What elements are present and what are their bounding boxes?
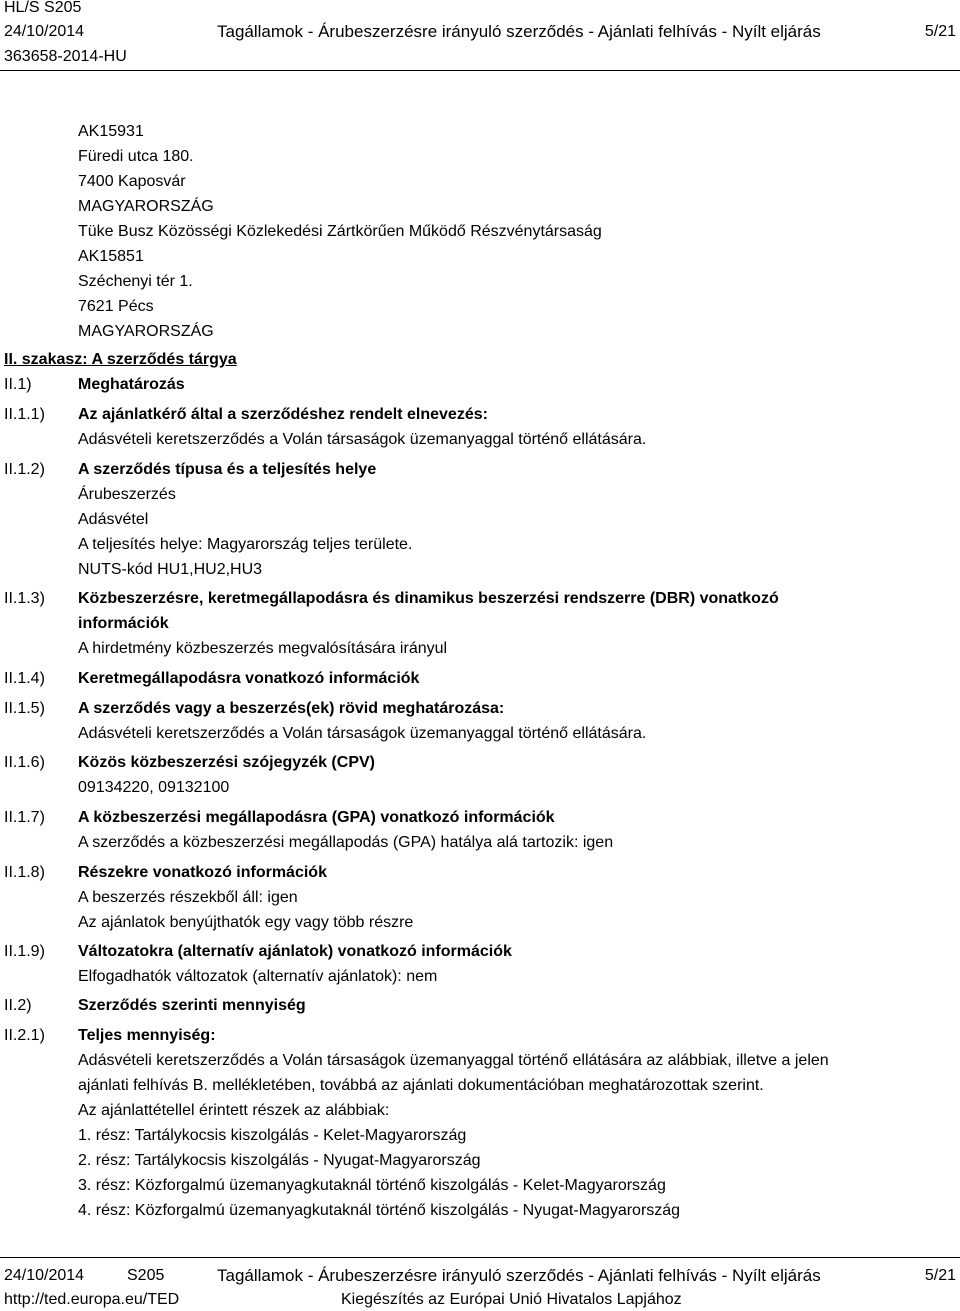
footer-date: 24/10/2014 bbox=[4, 1267, 85, 1284]
section-number: II.1) bbox=[4, 376, 32, 393]
lot-item: 2. rész: Tartálykocsis kiszolgálás - Nyugat-Magyarország bbox=[78, 1152, 481, 1169]
heading-contract-type: A szerződés típusa és a teljesítés helye bbox=[78, 461, 377, 478]
short-description-text: Adásvételi keretszerződés a Volán társaságok üzemanyaggal történő ellátására. bbox=[78, 725, 647, 742]
total-quantity-line: Adásvételi keretszerződés a Volán társaságok üzemanyaggal történő ellátására az alábbiak, illetve a jelen bbox=[78, 1052, 829, 1069]
address-line: AK15851 bbox=[78, 248, 144, 265]
header-page-number: 5/21 bbox=[924, 23, 956, 40]
heading-total-quantity: Teljes mennyiség: bbox=[78, 1027, 216, 1044]
header-date: 24/10/2014 bbox=[4, 23, 85, 40]
contract-type-line: A teljesítés helye: Magyarország teljes területe. bbox=[78, 536, 413, 553]
address-line: MAGYARORSZÁG bbox=[78, 323, 214, 340]
section-title: II. szakasz: A szerződés tárgya bbox=[4, 351, 237, 368]
address-line: AK15931 bbox=[78, 123, 144, 140]
contract-type-line: Adásvétel bbox=[78, 511, 149, 528]
contract-type-line: Árubeszerzés bbox=[78, 486, 176, 503]
procurement-info-text: A hirdetmény közbeszerzés megvalósítására irányul bbox=[78, 640, 448, 657]
header-rule bbox=[0, 70, 960, 71]
heading-procurement-info: Közbeszerzésre, keretmegállapodásra és dinamikus beszerzési rendszerre (DBR) vonatkozó bbox=[78, 590, 779, 607]
heading-procurement-info-cont: információk bbox=[78, 615, 169, 632]
heading-meghatarozas: Meghatározás bbox=[78, 376, 185, 393]
section-number: II.2) bbox=[4, 997, 32, 1014]
address-line: Széchenyi tér 1. bbox=[78, 273, 193, 290]
section-number: II.1.8) bbox=[4, 864, 45, 881]
heading-variants: Változatokra (alternatív ajánlatok) vonatkozó információk bbox=[78, 943, 512, 960]
lot-item: 1. rész: Tartálykocsis kiszolgálás - Kelet-Magyarország bbox=[78, 1127, 467, 1144]
heading-cpv: Közös közbeszerzési szójegyzék (CPV) bbox=[78, 754, 375, 771]
section-number: II.1.5) bbox=[4, 700, 45, 717]
footer-url[interactable]: http://ted.europa.eu/TED bbox=[4, 1291, 180, 1308]
header-title: Tagállamok - Árubeszerzésre irányuló szerződés - Ajánlati felhívás - Nyílt eljárás bbox=[217, 22, 821, 41]
lot-item: 3. rész: Közforgalmú üzemanyagkutaknál történő kiszolgálás - Kelet-Magyarország bbox=[78, 1177, 666, 1194]
section-number: II.1.1) bbox=[4, 406, 45, 423]
address-line: Füredi utca 180. bbox=[78, 148, 194, 165]
lots-line: A beszerzés részekből áll: igen bbox=[78, 889, 298, 906]
cpv-codes: 09134220, 09132100 bbox=[78, 779, 230, 796]
section-number: II.2.1) bbox=[4, 1027, 45, 1044]
total-quantity-line: ajánlati felhívás B. mellékletében, továbbá az ajánlati dokumentációban meghatározottak szerint. bbox=[78, 1077, 764, 1094]
heading-contract-name: Az ajánlatkérő által a szerződéshez rendelt elnevezés: bbox=[78, 406, 488, 423]
address-line: MAGYARORSZÁG bbox=[78, 198, 214, 215]
heading-short-description: A szerződés vagy a beszerzés(ek) rövid meghatározása: bbox=[78, 700, 505, 717]
footer-page-number: 5/21 bbox=[924, 1267, 956, 1284]
section-number: II.1.3) bbox=[4, 590, 45, 607]
footer-publisher: Kiegészítés az Európai Unió Hivatalos Lapjához bbox=[341, 1291, 682, 1308]
lot-item: 4. rész: Közforgalmú üzemanyagkutaknál történő kiszolgálás - Nyugat-Magyarország bbox=[78, 1202, 681, 1219]
section-number: II.1.6) bbox=[4, 754, 45, 771]
heading-quantity: Szerződés szerinti mennyiség bbox=[78, 997, 306, 1014]
section-number: II.1.2) bbox=[4, 461, 45, 478]
footer-series: S205 bbox=[127, 1267, 165, 1284]
section-number: II.1.7) bbox=[4, 809, 45, 826]
lots-line: Az ajánlatok benyújthatók egy vagy több részre bbox=[78, 914, 414, 931]
header-series: HL/S S205 bbox=[4, 0, 82, 16]
contract-name-text: Adásvételi keretszerződés a Volán társaságok üzemanyaggal történő ellátására. bbox=[78, 431, 647, 448]
heading-lots: Részekre vonatkozó információk bbox=[78, 864, 327, 881]
heading-gpa: A közbeszerzési megállapodásra (GPA) vonatkozó információk bbox=[78, 809, 555, 826]
total-quantity-line: Az ajánlattétellel érintett részek az alábbiak: bbox=[78, 1102, 390, 1119]
footer-title: Tagállamok - Árubeszerzésre irányuló szerződés - Ajánlati felhívás - Nyílt eljárás bbox=[217, 1266, 821, 1285]
variants-text: Elfogadhatók változatok (alternatív ajánlatok): nem bbox=[78, 968, 438, 985]
address-line: 7621 Pécs bbox=[78, 298, 154, 315]
footer-rule bbox=[0, 1257, 960, 1258]
section-number: II.1.9) bbox=[4, 943, 45, 960]
contract-type-line: NUTS-kód HU1,HU2,HU3 bbox=[78, 561, 263, 578]
heading-framework-info: Keretmegállapodásra vonatkozó információk bbox=[78, 670, 420, 687]
address-line: 7400 Kaposvár bbox=[78, 173, 186, 190]
header-doc-id: 363658-2014-HU bbox=[4, 48, 127, 65]
section-number: II.1.4) bbox=[4, 670, 45, 687]
gpa-text: A szerződés a közbeszerzési megállapodás (GPA) hatálya alá tartozik: igen bbox=[78, 834, 614, 851]
address-line: Tüke Busz Közösségi Közlekedési Zártkörűen Működő Részvénytársaság bbox=[78, 223, 602, 240]
